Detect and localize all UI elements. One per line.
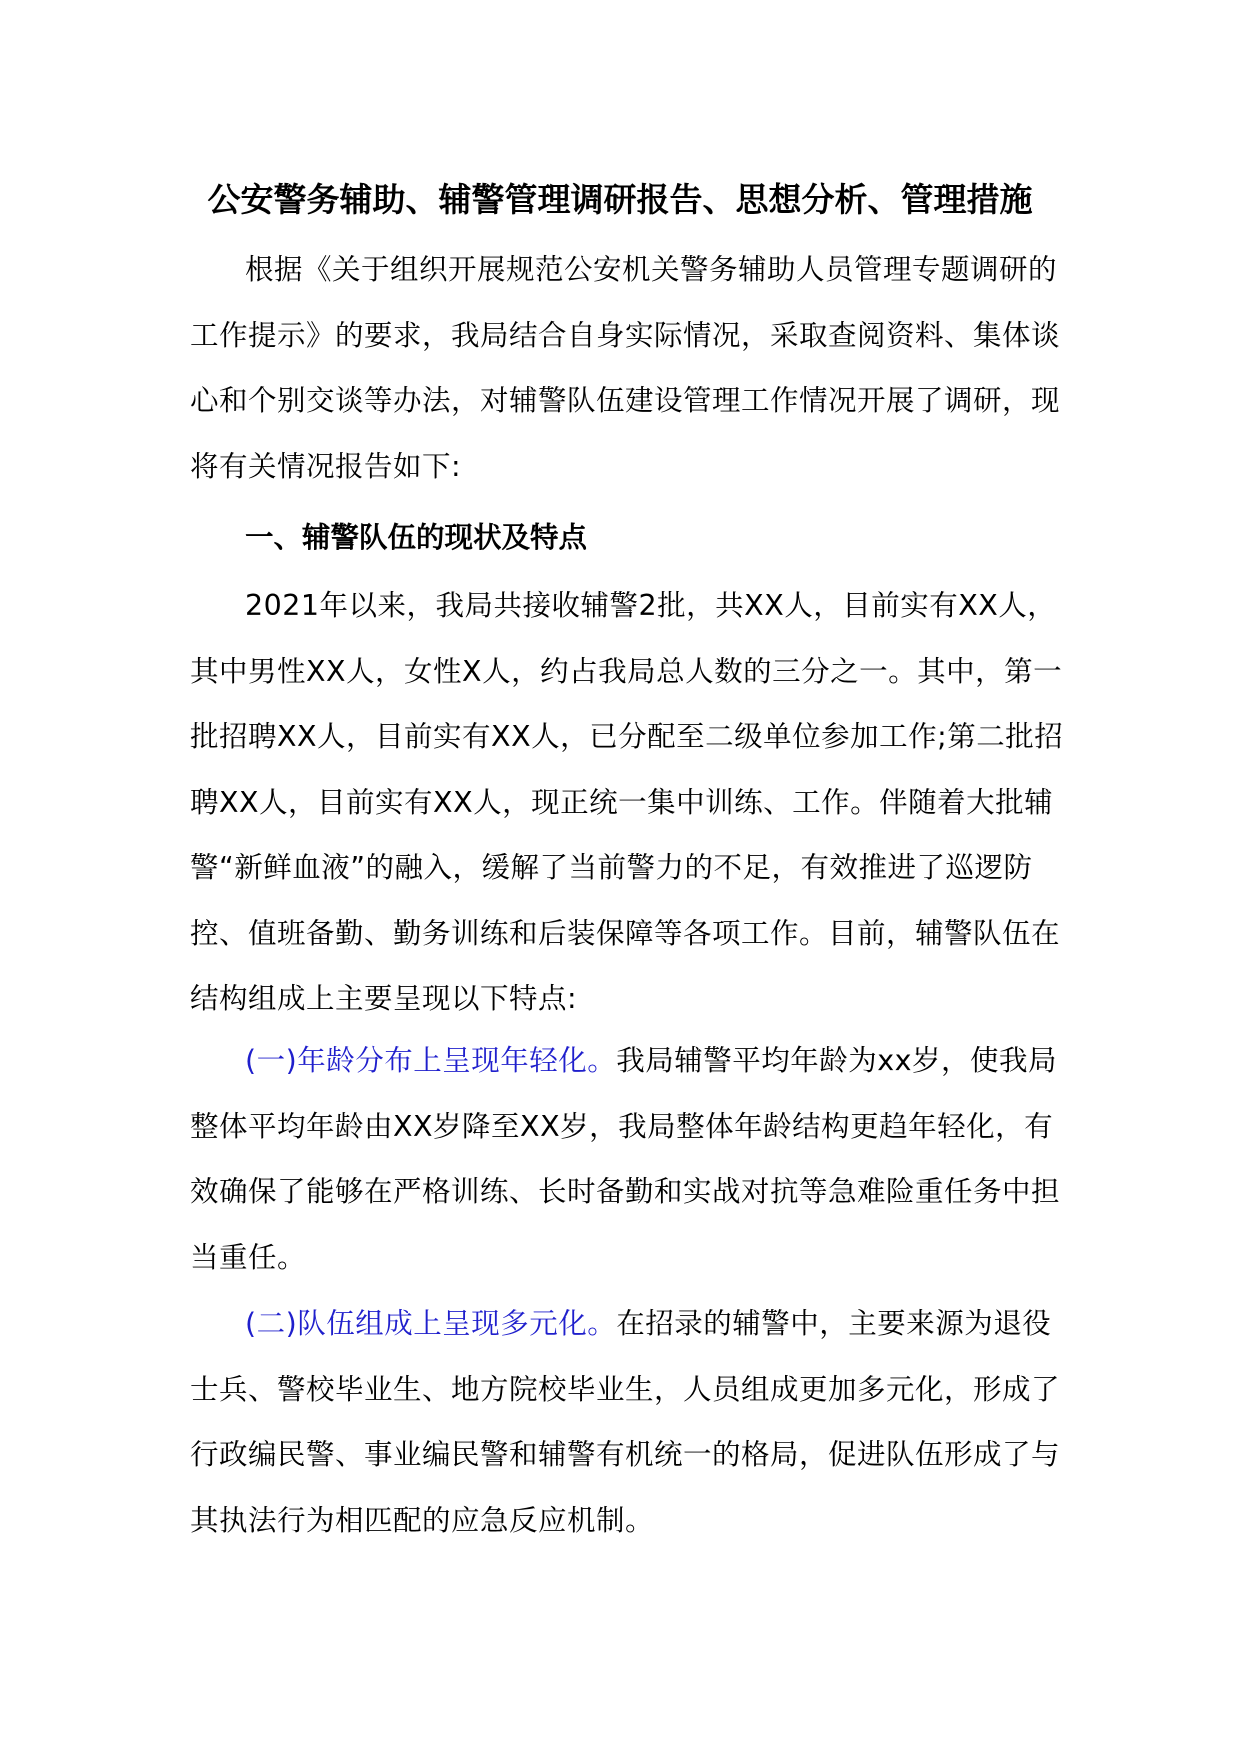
point-heading-diversity: (二)队伍组成上呈现多元化。 xyxy=(245,1307,617,1340)
overview-paragraph: 2021年以来，我局共接收辅警2批，共XX人，目前实有XX人，其中男性XX人，女性X人，约占我局总人数的三分之一。其中，第一批招聘XX人，目前实有XX人，已分配至二级单位参加工作;第二批招聘XX人，目前实有XX人，现正统一集中训练、工作。伴随着大批辅警“新鲜血液”的融入，缓解了当前警力的不足，有效推进了巡逻防控、值班备勤、勤务训练和后装保障等各项工作。目前，辅警队伍在结构组成上主要呈现以下特点: xyxy=(190,589,1064,1015)
point-heading-age: (一)年龄分布上呈现年轻化。 xyxy=(245,1044,617,1077)
intro-paragraph: 根据《关于组织开展规范公安机关警务辅助人员管理专题调研的工作提示》的要求，我局结合自身实际情况，采取查阅资料、集体谈心和个别交谈等办法，对辅警队伍建设管理工作情况开展了调研，现将有关情况报告如下: xyxy=(190,253,1061,483)
point-paragraph-diversity xyxy=(190,1291,1080,1553)
point-body-diversity: 在招录的辅警中，主要来源为退役士兵、警校毕业生、地方院校毕业生，人员组成更加多元化，形成了行政编民警、事业编民警和辅警有机统一的格局，促进队伍形成了与其执法行为相匹配的应急反应机制。 xyxy=(190,1307,1061,1537)
section-heading: 一、辅警队伍的现状及特点 xyxy=(245,521,588,554)
document-title: 公安警务辅助、辅警管理调研报告、思想分析、管理措施 xyxy=(207,180,1033,219)
point-paragraph-age xyxy=(190,1028,1080,1290)
point-body-age: 我局辅警平均年龄为xx岁，使我局整体平均年龄由XX岁降至XX岁，我局整体年龄结构更趋年轻化，有效确保了能够在严格训练、长时备勤和实战对抗等急难险重任务中担当重任。 xyxy=(190,1044,1061,1274)
